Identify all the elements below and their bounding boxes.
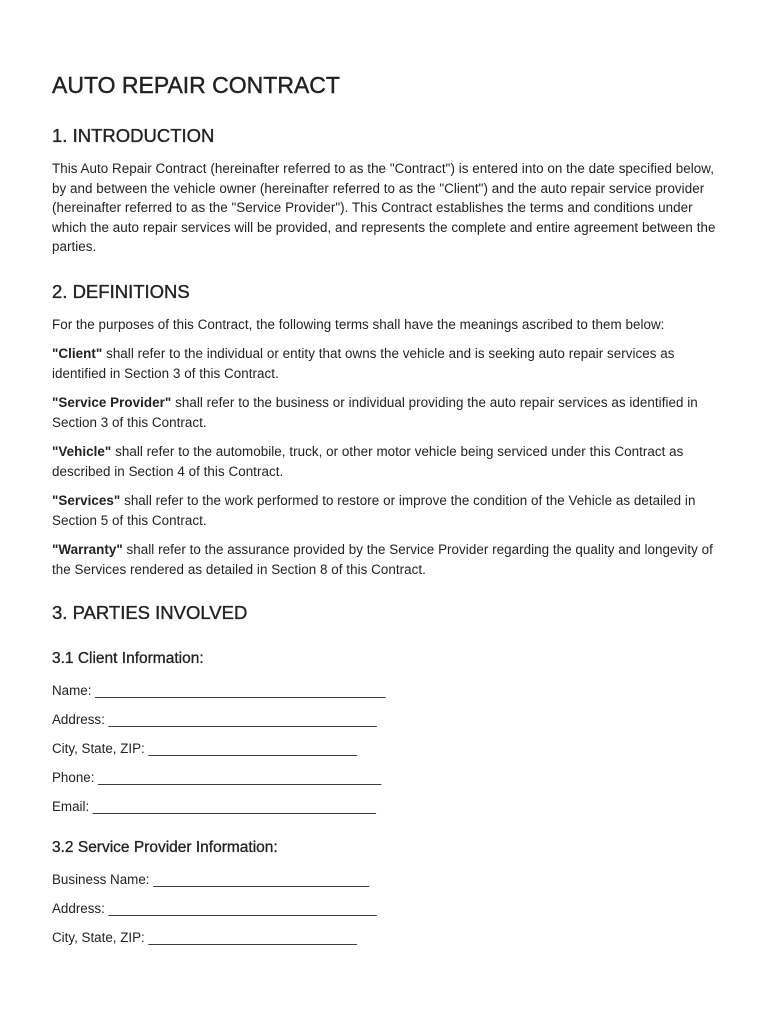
client-phone-field[interactable]: Phone: ______________________________________ — [52, 770, 382, 785]
definition-text: shall refer to the automobile, truck, or other motor vehicle being serviced under this Contract as described in Section 4 of this Contract. — [52, 444, 684, 479]
definition-item — [52, 344, 722, 383]
contract-page — [52, 68, 722, 947]
provider-city-state-zip-field[interactable]: City, State, ZIP: ____________________________ — [52, 930, 358, 945]
definition-item — [52, 491, 722, 530]
client-city-state-zip-field[interactable]: City, State, ZIP: ____________________________ — [52, 741, 358, 756]
definition-text: shall refer to the individual or entity that owns the vehicle and is seeking auto repair services as identified in Section 3 of this Contract. — [52, 346, 675, 381]
client-name-field[interactable]: Name: _______________________________________ — [52, 683, 386, 698]
definition-text: shall refer to the business or individual providing the auto repair services as identified in Section 3 of this Contract. — [52, 395, 698, 430]
definition-term: "Warranty" — [52, 542, 123, 557]
provider-info-heading: 3.2 Service Provider Information: — [52, 839, 278, 856]
definition-term: "Client" — [52, 346, 103, 361]
definition-item — [52, 540, 722, 579]
definition-term: "Service Provider" — [52, 395, 172, 410]
client-info-fields — [52, 681, 722, 816]
provider-address-field[interactable]: Address: ____________________________________ — [52, 901, 377, 916]
definition-term: "Services" — [52, 493, 121, 508]
section-heading-definitions: 2. DEFINITIONS — [52, 280, 190, 302]
section-heading-introduction: 1. INTRODUCTION — [52, 125, 215, 146]
client-email-field[interactable]: Email: ______________________________________ — [52, 799, 376, 814]
introduction-paragraph: This Auto Repair Contract (hereinafter referred to as the "Contract") is entered into on the date specified below, by and between the vehicle owner (hereinafter referred to as the "Client") and the auto repair service provider (hereinafter referred to as the "Service Provider"). This Contract establishes the terms and conditions under which the auto repair services will be provided, and represents the complete and entire agreement between the parties. — [52, 161, 716, 254]
definition-item — [52, 393, 722, 432]
provider-info-fields — [52, 870, 722, 947]
client-address-field[interactable]: Address: ____________________________________ — [52, 712, 377, 727]
document-title: AUTO REPAIR CONTRACT — [52, 72, 340, 98]
definition-text: shall refer to the assurance provided by the Service Provider regarding the quality and longevity of the Services rendered as detailed in Section 8 of this Contract. — [52, 542, 713, 577]
provider-business-name-field[interactable]: Business Name: _____________________________ — [52, 872, 370, 887]
section-heading-parties: 3. PARTIES INVOLVED — [52, 602, 248, 623]
definitions-intro: For the purposes of this Contract, the following terms shall have the meanings ascribed to them below: — [52, 316, 665, 332]
definition-text: shall refer to the work performed to restore or improve the condition of the Vehicle as detailed in Section 5 of this Contract. — [52, 493, 696, 528]
definition-item — [52, 442, 722, 481]
definition-term: "Vehicle" — [52, 444, 112, 459]
client-info-heading: 3.1 Client Information: — [52, 650, 204, 667]
